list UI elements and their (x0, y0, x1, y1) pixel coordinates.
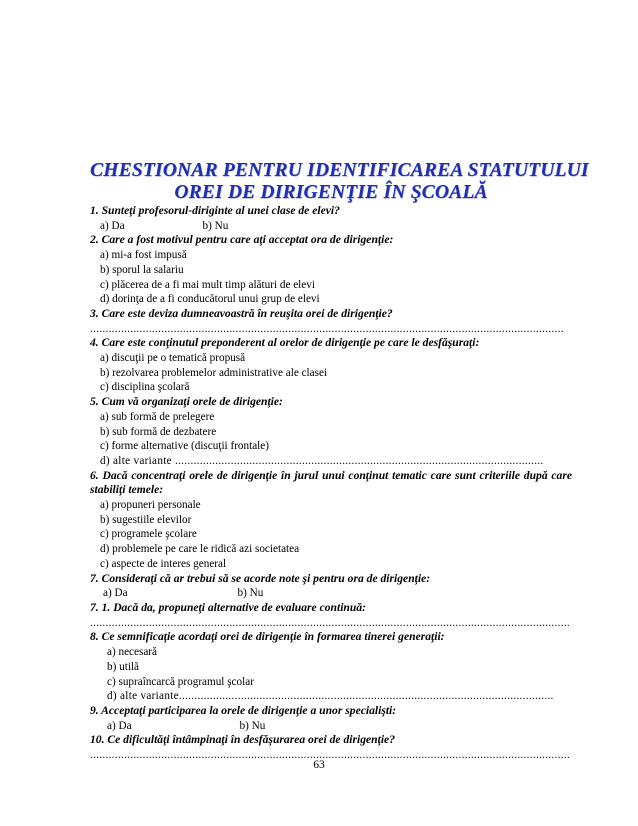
q6-option-c: c) programele şcolare (100, 528, 197, 541)
question-8: 8. Ce semnificaţie acordaţi orei de dirigenţie în formarea tinerei generaţii: (90, 630, 445, 644)
question-9: 9. Acceptaţi participarea la orele de dirigenţie a unor specialişti: (90, 703, 397, 717)
q8-option-a: a) necesară (107, 646, 157, 659)
q5-option-b: b) sub formă de dezbatere (100, 425, 217, 438)
q9-option-b: b) Nu (239, 719, 266, 732)
question-6: 6. Dacă concentraţi orele de dirigenţie în jurul unui conţinut tematic care sunt criteriile după care stabiliţi temele: (90, 468, 572, 497)
q3-answer-line: ......................................................................................................................................................... (90, 322, 564, 335)
q4-option-b: b) rezolvarea problemelor administrative ale clasei (100, 366, 328, 379)
q8-option-d: d) alte variante......................................................................................................................... (107, 690, 554, 703)
q2-option-c: c) plăcerea de a fi mai mult timp alături de elevi (100, 278, 315, 291)
q1-answers (90, 219, 572, 234)
q9-option-a: a) Da (107, 719, 132, 732)
q9-answers (90, 719, 572, 734)
question-3: 3. Care este deviza dumneavoastră în reuşita orei de dirigenţie? (90, 306, 393, 320)
q2-option-d: d) dorinţa de a fi conducătorul unui grup de elevi (100, 293, 320, 306)
question-1: 1. Sunteţi profesorul-diriginte al unei clase de elevi? (90, 204, 340, 217)
q2-option-a: a) mi-a fost impusă (100, 249, 187, 262)
q7-answers (90, 586, 572, 601)
q6-option-b: b) sugestiile elevilor (100, 513, 192, 526)
q10-answer-line: ........................................................................................................................................................... (90, 749, 571, 762)
question-4: 4. Care este conţinutul preponderent al orelor de dirigenţie pe care le desfăşuraţi: (90, 336, 480, 350)
document-body (90, 160, 589, 763)
question-7: 7. Consideraţi că ar trebui să se acorde note şi pentru ora de dirigenţie: (90, 571, 431, 585)
document-title (90, 160, 589, 204)
q2-option-b: b) sporul la salariu (100, 263, 184, 276)
question-10: 10. Ce dificultăţi întâmpinaţi în desfăşurarea orei de dirigenţie? (90, 733, 395, 747)
title-line-1: CHESTIONAR PENTRU IDENTIFICAREA STATUTULUI (90, 160, 589, 181)
q7-option-b: b) Nu (237, 587, 264, 600)
q1-option-a: a) Da (100, 219, 125, 232)
q7-1-answer-line: ........................................................................................................................................................... (90, 616, 571, 629)
question-5: 5. Cum vă organizaţi orele de dirigenţie: (90, 395, 283, 409)
q4-option-a: a) discuţii pe o tematică propusă (100, 352, 246, 365)
q7-option-a: a) Da (103, 587, 128, 600)
q6-option-e: c) aspecte de interes general (100, 557, 227, 570)
q6-option-d: d) problemele pe care le ridică azi societatea (100, 543, 300, 556)
q6-option-a: a) propuneri personale (100, 499, 201, 512)
q4-option-c: c) disciplina şcolară (100, 381, 190, 394)
title-line-2: OREI DE DIRIGENŢIE ÎN ŞCOALĂ (174, 182, 488, 203)
question-2: 2. Care a fost motivul pentru care aţi acceptat ora de dirigenţie: (90, 233, 394, 247)
q8-option-c: c) supraîncarcă programul şcolar (107, 675, 254, 688)
question-7-1: 7. 1. Dacă da, propuneţi alternative de evaluare continuă: (90, 600, 366, 614)
page-number: 63 (313, 759, 325, 771)
q5-option-c: c) forme alternative (discuţii frontale) (100, 440, 269, 453)
q8-option-b: b) utilă (107, 660, 140, 673)
q1-option-b: b) Nu (202, 219, 229, 232)
q5-option-d: d) alte variante ....................................................................................................................... (100, 454, 544, 467)
q5-option-a: a) sub formă de prelegere (100, 410, 215, 423)
